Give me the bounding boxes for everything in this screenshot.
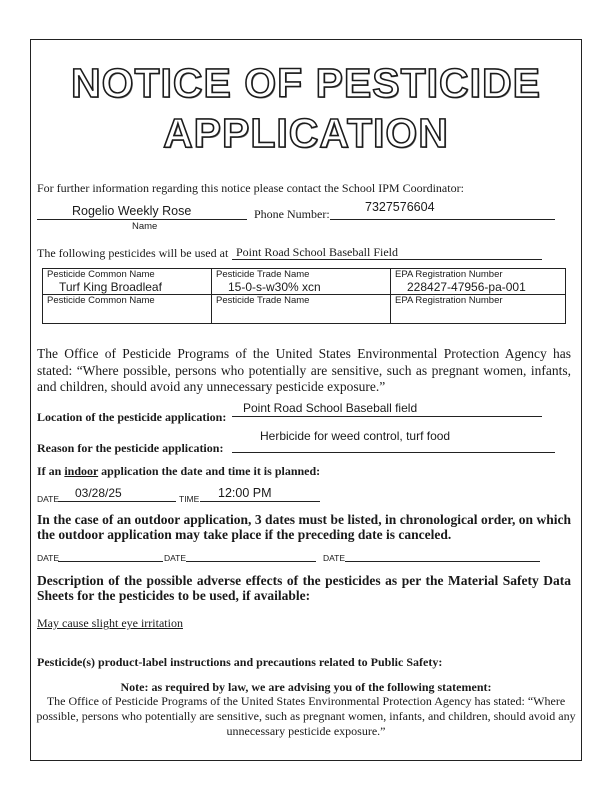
indoor-time-value: 12:00 PM [218,486,272,500]
adverse-label: Description of the possible adverse effects of the pesticides as per the Material Safety Data Sheets for the pesticides to be used, if available: [37,573,571,603]
epa-number-value: 228427-47956-pa-001 [407,280,526,294]
contact-intro: For further information regarding this notice please contact the School IPM Coordinator: [37,181,464,195]
table-row [43,269,566,295]
title-line-1: NOTICE OF PESTICIDE [70,60,542,106]
note-body: The Office of Pesticide Programs of the United States Environmental Protection Agency has stated: “Where possible, persons who potentially are sensitive, such as pregnant women, infants, and children, should avoid any unnecessary pesticide exposure.” [36,694,576,738]
common-name-value: Turf King Broadleaf [59,280,162,294]
used-at-label: The following pesticides will be used at [37,246,229,260]
name-label: Name [132,221,158,232]
common-name-cell [43,295,212,324]
coordinator-name: Rogelio Weekly Rose [72,204,192,218]
outdoor-date-1-line [58,561,163,562]
phone-value: 7327576604 [365,200,435,214]
product-label-heading: Pesticide(s) product-label instructions and precautions related to Public Safety: [37,655,443,669]
reason-label: Reason for the pesticide application: [37,441,224,455]
trade-name-label: Pesticide Trade Name [216,295,310,306]
title-line-2: APPLICATION [163,110,449,156]
location-value: Point Road School Baseball field [243,401,418,415]
trade-name-cell [212,295,391,324]
table-row [43,295,566,324]
trade-name-value: 15-0-s-w30% xcn [228,280,321,294]
epa-number-label: EPA Registration Number [395,269,503,280]
pesticide-table [42,268,566,324]
common-name-label: Pesticide Common Name [47,295,155,306]
indoor-date-label: DATE [37,494,60,504]
common-name-label: Pesticide Common Name [47,269,155,280]
name-line [37,219,247,220]
location-line [232,416,542,417]
location-label: Location of the pesticide application: [37,410,227,424]
epa-number-cell [391,269,566,295]
indoor-time-label: TIME [179,494,200,504]
outdoor-date-2-line [186,561,316,562]
outdoor-date-3-line [345,561,540,562]
phone-label: Phone Number: [254,207,330,221]
phone-line [330,219,555,220]
indoor-label [37,464,320,479]
common-name-cell [43,269,212,295]
indoor-time-line [200,501,320,502]
used-at-value: Point Road School Baseball Field [236,245,398,259]
trade-name-label: Pesticide Trade Name [216,269,310,280]
outdoor-date-2-label: DATE [164,553,187,563]
outdoor-date-3-label: DATE [323,553,346,563]
indoor-date-value: 03/28/25 [75,486,122,500]
reason-value: Herbicide for weed control, turf food [260,429,451,443]
indoor-label-word: indoor [64,464,99,478]
trade-name-cell [212,269,391,295]
note-heading: Note: as required by law, we are advising you of the following statement: [120,680,492,694]
outdoor-text: In the case of an outdoor application, 3 dates must be listed, in chronological order, on which the outdoor application may take place if the preceding date is canceled. [37,512,571,542]
indoor-label-suffix: application the date and time it is planned: [101,464,321,478]
epa-number-cell [391,295,566,324]
adverse-value: May cause slight eye irritation [37,616,183,630]
indoor-date-line [58,501,176,502]
reason-line [232,452,555,453]
outdoor-date-1-label: DATE [37,553,60,563]
epa-statement: The Office of Pesticide Programs of the United States Environmental Protection Agency has stated: “Where possible, persons who potentially are sensitive, such as pregnant women, infants, and children, should avoid any unnecessary pesticide exposure.” [37,346,571,394]
indoor-label-prefix: If an [37,464,62,478]
epa-number-label: EPA Registration Number [395,295,503,306]
